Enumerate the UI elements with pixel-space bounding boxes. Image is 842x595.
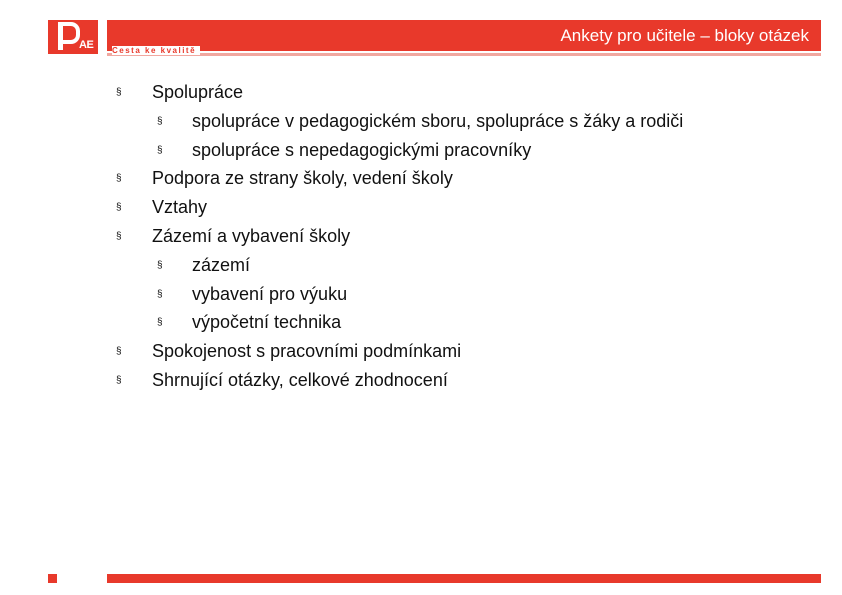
- bullet-icon: §: [157, 317, 163, 329]
- bullet-icon: §: [116, 346, 122, 358]
- logo: [48, 20, 98, 54]
- bullet-icon: §: [157, 115, 163, 127]
- sub-list-item: výpočetní technika: [192, 312, 342, 333]
- bullet-icon: §: [116, 375, 122, 386]
- footer-square: [48, 574, 57, 583]
- bullet-icon: §: [157, 144, 163, 156]
- bullet-icon: §: [116, 202, 122, 214]
- sub-list-item: spolupráce v pedagogickém sboru, spolupráce s žáky a rodiči: [192, 110, 684, 131]
- page-title: Ankety pro učitele – bloky otázek: [560, 26, 809, 45]
- list-item: Podpora ze strany školy, vedení školy: [152, 168, 453, 189]
- bullet-icon: §: [116, 231, 122, 242]
- list-item: Shrnující otázky, celkové zhodnocení: [152, 370, 448, 390]
- list-item: Spokojenost s pracovními podmínkami: [152, 341, 462, 362]
- bullet-icon: §: [157, 288, 163, 300]
- slogan: Cesta ke kvalitě: [112, 46, 200, 55]
- sub-list-item: vybavení pro výuku: [192, 283, 348, 304]
- footer-bar: [107, 574, 821, 583]
- header-underline: [107, 53, 821, 56]
- bullet-icon: §: [157, 259, 163, 271]
- list-item: Spolupráce: [152, 82, 244, 102]
- sub-list-item: zázemí: [192, 254, 251, 275]
- logo-p-bowl: [62, 22, 80, 44]
- bullet-icon: §: [116, 173, 122, 185]
- list-item: Vztahy: [152, 197, 208, 218]
- logo-text: AE: [79, 39, 94, 51]
- list-item: Zázemí a vybavení školy: [152, 226, 351, 246]
- sub-list-item: spolupráce s nepedagogickými pracovníky: [192, 139, 532, 160]
- bullet-icon: §: [116, 87, 122, 98]
- header-bar: [107, 20, 821, 51]
